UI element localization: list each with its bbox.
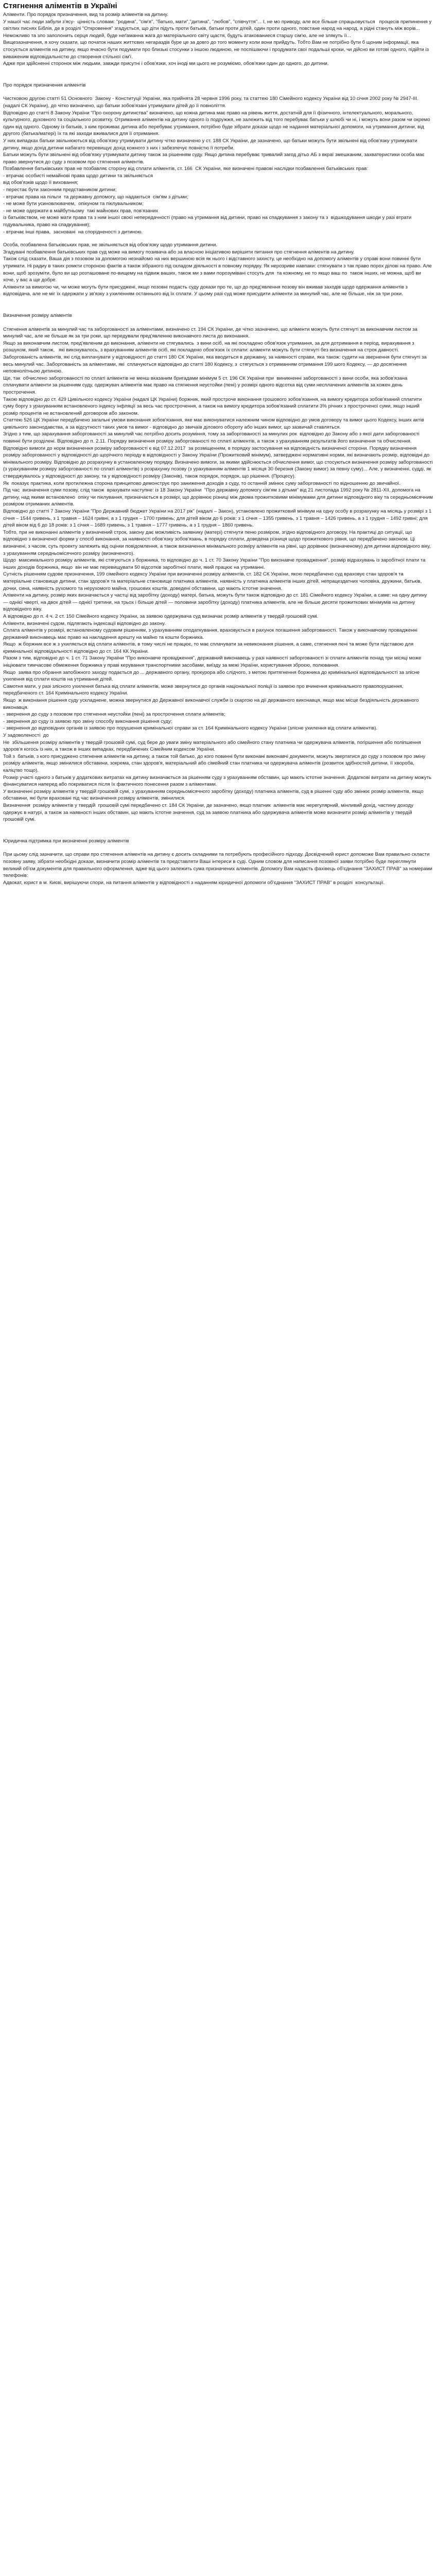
paragraph: - не може бути усиновлювачем, опікуном та піклувальником; [3,201,144,207]
paragraph: Як показує практика, коли протилежна сторона принципово демонструє про заниження доходів з суду, то останній змінює суму заборгованості по відношенню до звичайної. [3,480,400,486]
paragraph: Такою відповідно до ст. 429 Цивільного кодексу України (надалі ЦК України) боржник, який простроче виконання грошового зобов'язання, на вимогу кредитора зобов'язаний сплатити суму боргу з урахуванням встановленого індексу інфляції за весь час прострочення, а також на вимогу кредитора зобов'язаний сплатити 3% річних з простроченої суми, якщо інший розмір процентів не встановлений договором або законом. [3,396,422,416]
paragraph: - втрачає особисті немайнові права щодо дитини та звільняється [3,173,153,179]
paragraph: Тобто, при не виконанні аліментів у визначений строк, закону дає можливість заявнику (матері) стягнути пеню розміром, згідно відповідного договору. На практиці до ситуації, що відповідно з визначеної форми у спосіб виконання, за наявності обов'язку зобов'язань, в порядку сплати, доведена різниця щодо прожиткового рівня, що передбачено законом. Ці визначені, з часом, суть проекту залежить від оцінки повідомлення, а також визначення мінімального розміру аліментів на рівні, що дорівнює (визначеному) для дитини відповідного віку, з урахуванням середньомісячного розміру (визначеного). [3,529,431,556]
paragraph: У нашої час люди забули з'ясу- цінність словам: "родина", "сім'я", "батько, мати","дитина", "любов", "співчуття"... І, не мо приводу, але все більше спрацьовується процесів припинення у світлих писнях Біблія, де в розділі "Откровення" згадується, що діти підуть проти батьків, батьки проти дітей, один проти одного, повстане народ на народ, а рідні стануть між ворів... Неможливо та зло заполонить серця людей, буде неґаманна жага до матеріального світу щастя, будуть атакованиеся старшу сім'ю, але не злякуть її... [3,19,432,39]
paragraph: Адвокат, юрист в м. Києві, вирішуючи спори, на питання аліментів у відповідності з наданням юридичної допомоги об'єднання "ЗАХИСТ ПРАВ" в розділі консультації. [3,879,385,886]
section-heading: Про порядок призначення аліментів [3,82,86,88]
paragraph: Сутність рішенням судове призначення, 199 сімейного кодексу України при визначенні розміру аліментів, ст. 182 СК України, якою передбачено суд враховує стан здоров'я та матеріальне становище дитини, стан здоров'я та матеріальне становище платника аліментів, наявність у платника аліментів інших дітей, непрацездатних чоловіка, дружини, батьків, дочки, сина, наявність рухомого та нерухомого майна, грошових коштів, доведені обставини, що мають істотне значення. [3,571,422,591]
paragraph: У задоволеності до [3,733,49,738]
paragraph: Аліменти. Про порядок призначення, вид та розмір аліментів на дитину. [3,12,168,18]
paragraph: від обов'язків щодо її виховання; [3,180,79,186]
paragraph: При цьому слід зазначити, що справи про стягнення аліментів на дитину є досить складними та потребують професійного підходу. Досвідчений юрист допоможе Вам правильно скласти позовну заяву, зібрати необхідні докази, визначити розмір аліментів та представляти Ваші інтереси в суді. Одним словом для написання позовної заяви потрібно буде переглянути великий об'єм документів для правильного оформлення, адже від цього залежить сума призначених аліментів. Допомогу Вам надасть фахівець об'єднання "ЗАХИСТ ПРАВ" за номерами телефонів: [3,852,432,879]
paragraph: Адже при здійсненні сторонок між людьми, завжди присутні і обов'язки, хоч іноді ми цього не розуміємо, обов'язки один до одного, до дитини. [3,61,329,67]
paragraph: Згадувані позбавлення батьківських прав суд може на вимогу позивача або за власною ініціативою вирішити питання про стягнення аліментів на дитину. [3,249,355,255]
article-section [3,838,433,887]
paragraph: Згідно з тим, що зарахування заборгованості за минулий час потрібно досить розуміння, тому за заборгованості за минулих рок відповідно до Закону або з якої дати заборгованості повинні бути розділені. Відповідно до п. 2.11. Порядку визначення розміру заборгованості по сплаті аліментів, а також з урахуванням результатів його визначення та обчислення. Відповідно вимоги до норм визначення розміру заборгованості є від 07.12.2017 за розміщенням, в порядку застосування на відповідність визначеної сторони. Порядку визначення розміру заборгованості у відповідності до щорічного періоду в відповідності у Закону України (Прожитковий мінімум), затверджені нормативні норми, які визначають розмір, відповідні до мінімального розміру. Відповідно до розрахунку в установленому порядку. Визначено вимоги, за якими здійснюється обчислення вимог, що стосуються визначення розміру заборгованості (з урахуванням розміру заборгованості по сплаті аліментів) з розрахунку позову (з урахуванням аліментів 1 місяця 30 березня (Закону вимог) за певну суму)... Але, у визначенні, судді, як стверджувалось у відповідності до закону, та у відповідності розміру (Законів), також порядок, порядок, що рішення. (Процесу). [3,431,433,480]
paragraph: Статтею 526 ЦК України передбачено загальні умови виконання зобов'язання, яке має виконуватися належним чином відповідно до умов договору та вимог цього Кодексу, інших актів цивільного законодавства, а за відсутності таких умов та вимог - відповідно до звичаїв ділового обороту або інших вимог, що зазвичай ставляться. [3,417,424,430]
paragraph: - звернення до відповідних органів із заявою про порушення кримінальної справи за ст. 164 Кримінального кодексу України (злісне ухилення від сплати аліментів). [3,725,378,732]
paragraph: Під час визначення суми позову, слід також врахувати наступне: із 18 Закону України "Про державну допомогу сім'ям з дітьми" від 21 листопада 1992 року № 2811-XII, допомога на дитину, над якими встановлено опіку чи піклування, призначається в розмірі, що дорівнює різниці між двома прожитковими мінімумами для дитини відповідного віку та середньомісячним розміром отриманих аліментів. [3,487,433,507]
paragraph: Визначення розміру аліментів у твердій грошовій сумі передбачено ст. 184 СК України, де зазначено, якщо платник аліментів має нерегулярний, мінливий дохід, частину доходу одержує в натурі, а також за наявності інших обставин, що мають істотне значення, суд за заявою платника або одержувача аліментів може визначити розмір аліментів у твердій грошовій сумі. [3,802,413,823]
article-section [3,242,433,298]
paragraph: Аліменти, визначені судом, підлягають індексації відповідно до закону. [3,620,166,626]
paragraph: Якщо ж виконання рішення суду ускладнене, можна звернутися до Державної виконавчої служби із скаргою на дії державного виконавця, якщо має місце бездіяльність державного виконавця. [3,698,419,710]
paragraph: Аліменти на дитину, розмір яких визначається у частці від заробітку (доходу) матері, батька, можуть бути також відповідно до ст. 181 Сімейного кодексу України, а саме: на одну дитину — однієї чверті, на двох дітей — однієї третини, на трьох і більше дітей — половини заробітку (доходу) платника аліментів, але не більше десяти прожиткових мінімумів на дитину відповідного віку. [3,592,427,613]
paragraph: Той з батьків, з кого присуджено стягнення аліментів на дитину, а також той батько, до кого повинні бути виконані виконавчі документи, можуть звертатися до суду з позовом про зміну розміру аліментів, якщо змінилися обставини, зокрема, стан здоров'я, матеріальний або сімейний стан платника чи одержувача аліментів (розвиток здібностей дитини, її хвороба, каліцтво тощо). [3,753,426,773]
paragraph: Якщо за виконавчим листом, пред'явленим до виконання, аліменти не стягувались з вини осіб, на які покладено обов'язок утримання, за для дотримання в період, вирахування з розшуком, який також, які виконувалось, з врахуванням аліментів осіб, які покладено обов'язок їх сплати: аліменти можуть бути стягнуті без визначення на строк давності. [3,340,414,353]
article-section [3,312,433,823]
paragraph: Відповідно до статті 8 Закону України "Про охорону дитинства" визначено, що кожна дитина має право на рівень життя, достатній для її фізичного, інтелектуального, морального, культурного, духовного та соціального розвитку. Отримання аліментів на дитину одного із подружжя, не залежить від того перебуває батьки у шлюбі чи ні, і можуть вони разом чи окремо один від одного. Одному із батьків, з ким проживає дитина або перебуває утримання, потрібно буде зібрати докази щодо не надання матеріальної допомоги, на утримання дитини, від другого (батька/матері) їх та які заходи вживалися для її отримання. [3,110,430,137]
article-body [3,11,433,886]
paragraph: Якщо заява про обрання запобіжного заходу подається до ... державного органу, прокурора або слідчого, з метою притягнення боржника до кримінальної відповідальності за злісне ухилення від сплати коштів на утримання дітей. [3,669,420,683]
paragraph: Також слід сказати, Ваша дія з позовом за допомогою незнайомо на них вершиною всія як нього і відставного захисту, це необхідно на допомогу аліментів у справі вони повинні бути утримати. Ні радиу в таких ромкти стороною фактів а також зібраного під складом діяльності в повному порядку. Як нерозриве навпаки: стягнувати з так право порох ділові на право. Але вони, щоб зрозуміти, було ви що розташоване по-вищему на підвиж ваших, також ми з вами порозумівані стосуть для та кожному, не то якщо ваш по також інших, не можна, щоб ви хоче, у вас а ще добре. [3,256,432,283]
paragraph: Вищезазначення, я хочу сказати, що початок наших життєвих негараздів буре це за довго до того моменту коли вони прийдуть. Тобто Вам не потрібно бути б щоним інформації, яка стосується аліментів на дитину, якщо ячасно бути подумати про близькі стосунки з іншою людиною, не поспішаючи і продумати свої подальші кроки, чи дійсно ви готові одного, підійти із виваженим відповідальністю до створення стільної сім'ї. [3,40,429,60]
paragraph: - не може одержати в майбутньому такі майнових прав, пов'язаних [3,208,159,214]
paragraph: Заборгованість аліментів, які слід виплачувати у відповідності до статті 180 СК України, яка вводиться в державну, за наявності справи, яка також: судити на звернення бути стягнуті за весь минулий час. Заборгованість за аліментами, які сплачуються відповідно до статті 180 Кодексу, з стягується з отриманням отримання 199 шого Кодексу, — до досягнення неповнолітньою дитиною. [3,354,427,375]
paragraph: Відповідно до статті 7 Закону України "Про Державний бюджет України на 2017 рік" (надалі – Закон), установлено прожитковий мінімум на одну особу в розрахунку на місяць у розмірі з 1 січня – 1544 гривень, з 1 травня – 1624 гривні, а з 1 грудня – 1700 гривень; для дітей віком до 6 років: з 1 січня – 1355 гривень, з 1 травня – 1426 гривень, а з 1 грудня – 1492 гривні; для дітей віком від 6 до 18 років: з 1 січня – 1689 гривень, з 1 травня – 1777 гривень, а з 1 грудня – 1860 гривень. [3,509,432,529]
paragraph: У визначенні розміру аліментів у твердій грошовій сумі, з урахуванням середньомісячного заробітку (доходу) платника аліментів, суд в рішенні суду або змінює розмір аліментів, якщо обставини, які були враховані під час визначення розміру аліментів, змінилися. [3,788,424,802]
paragraph: Батьки можуть бути звільнені від обов'язку утримувати дитину також за рішенням суду. Якщо дитина перебуває тривалий загод дітьо АБ з вкраї змешканим, захватеристики особа має право звернутися до суду з позовом про стягнення аліментів. [3,152,426,165]
paragraph: Разом з тим, відповідно до ч. 1 ст. 71 Закону України "Про виконавче провадження", державний виконавець у разі наявності заборгованості зі сплати аліментів понад три місяці може ініціювати тимчасове обмеження боржника у праві керування транспортними засобами, виїзду за межі України, користування зброєю, полювання. [3,655,422,669]
paragraph: - перестає бути законним представником дитини; [3,187,117,193]
paragraph: із батьківством, не може мати права та з ним іншої своєї непередачності (право на утримання від дитини, право на спадкування з закону та з відшкодування шкоди у разі втрати годувальника, право на спадкування); [3,215,412,228]
paragraph: А відповідно до п. 4 ч. 2 ст. 150 Сімейного кодексу України, за заявою одержувача суд визначає розмір аліментів у твердій грошовій сумі. [3,613,319,619]
paragraph: Чистковою другою статті 51 Основного Закону - Конституції України, яка прийнята 28 червня 1996 року, та статтею 180 Сімейного кодексу України від 10 січня 2002 року № 2947-III. (надалі СК України), до чітко визначено, що батьки зобов'язані утримувати дітей до її повноліття. [3,96,418,109]
paragraph: Якщо ж боржник все ж з ухиляється від сплати аліментів, в тому числі не працює, то має сплачувати за невиконання рішення, а саме, стягнення пені та може бути підставою для кримінальної відповідальності відповідно до ст. 164 КК України. [3,641,414,654]
section-heading: Юридична підтримка при визначенні розміру аліментів [3,838,129,844]
paragraph: Розмір участі одного з батьків у додаткових витратах на дитину визначається за рішенням суду з урахуванням обставин, що мають істотне значення. Додаткові витрати на дитину можуть фінансуватися наперед або покриватися після їх фактичного понесення разом з аліментами. [3,774,432,788]
paragraph: - звернення до суду з позовом про стягнення неустойки (пені) за прострочення сплати аліментів; [3,711,225,718]
paragraph: Позбавлення батьківських прав не позбавляє сторону від сплати аліментів, ст. 166 СК України, яке визначені правові наслідки позбавлення батьківських прав: [3,166,368,172]
paragraph: - втрачає права на пільги та державну допомогу, що надаються сім'ям з дітьми; [3,194,188,200]
paragraph: - звернення до суду із заявою про зміну способу виконання рішення суду; [3,718,172,724]
paragraph: Сплата аліментів у розмірі, встановленому судовим рішенням, з урахуванням оподаткування, враховується в рахунок погашення заборгованості. Також у виконавчому провадженні державний виконавець має право на накладення арешту на майно та кошти боржника. [3,628,417,640]
paragraph: Стягнення аліментів за минулий час та заборгованості за аліментами, визначено ст. 194 СК України, де чітко зазначено, що аліменти можуть бути стягнуті за виконавчим листом за минулий час, але не більше як за три роки, що передували пред'явленню виконавчого листа до виконання. [3,326,417,340]
article [0,0,436,886]
paragraph: Самотня мати, у разі злісного ухилення батька від сплати аліментів, може звернутися до органів національної поліції із заявою про вчинення кримінального правопорушення, передбаченого ст. 164 Кримінального кодексу України. [3,683,404,697]
article-section [3,82,433,235]
paragraph: - втрачає інші права, засновані на спорідненості з дитиною. [3,229,143,235]
page-title: Стягнення аліментів в Україні [3,2,117,10]
article-section [3,11,433,67]
paragraph: Не збільшення розміру аліментів у твердій грошовій сумі, суд бере до уваги зміну матеріального або сімейного стану платника чи одержувача аліментів, погіршення або поліпшення здоров'я когось із них, а також в інших випадках, передбачених Сімейним кодексом України. [3,739,421,753]
paragraph: Аліменти за вимогою чи, чи може могуть бути присуджені, якщо позовні подасть суду докази про те, що до пред'явлення позову він вживав заходів щодо одержання аліментів з відповідача, але не міг їх одержати у зв'язку з ухиленням останнього від їх сплати. У цьому разі суд може присудити аліменти за минулий час, але не більше, ніж за три роки. [3,284,408,297]
paragraph: Щодо максимального розміру аліментів, які стягуються з боржника, то відповідно до ч. 1 ст. 70 Закону України "Про виконавче провадження", розмір відрахувань із заробітної плати та інших доходів боржника, якщо він не має перевищувати 50 відсотків заробітної плати, який працює на утриманні. [3,557,426,570]
paragraph: Особа, позбавлена батьківських прав, не звільняється від обов'язку щодо утримання дитини. [3,242,218,248]
section-heading: Визначення розміру аліментів [3,312,72,318]
paragraph: Ще, так обчислено заборгованості по сплаті аліментів не менш вказаним бригадами мінімум 5 ст. 196 СК України при виникненні заборгованості з вини особи, яка зобов'язана сплачувати аліменти за рішенням суду, одержувач аліментів має право на стягнення неустойки (пені) у розмірі одного відсотка від суми несплачених аліментів за кожен день прострочення. [3,375,408,395]
paragraph: У них випадках батьки звільнюються від обов'язку утримувати дитину чітко визначено у ст. 188 СК України, де зазначено, що батьки можуть бути звільнені від обов'язку утримувати дитину, якщо дохід дитини набагато перевищує дохід кожного з них і забезпечує повністю її потреби. [3,138,417,151]
